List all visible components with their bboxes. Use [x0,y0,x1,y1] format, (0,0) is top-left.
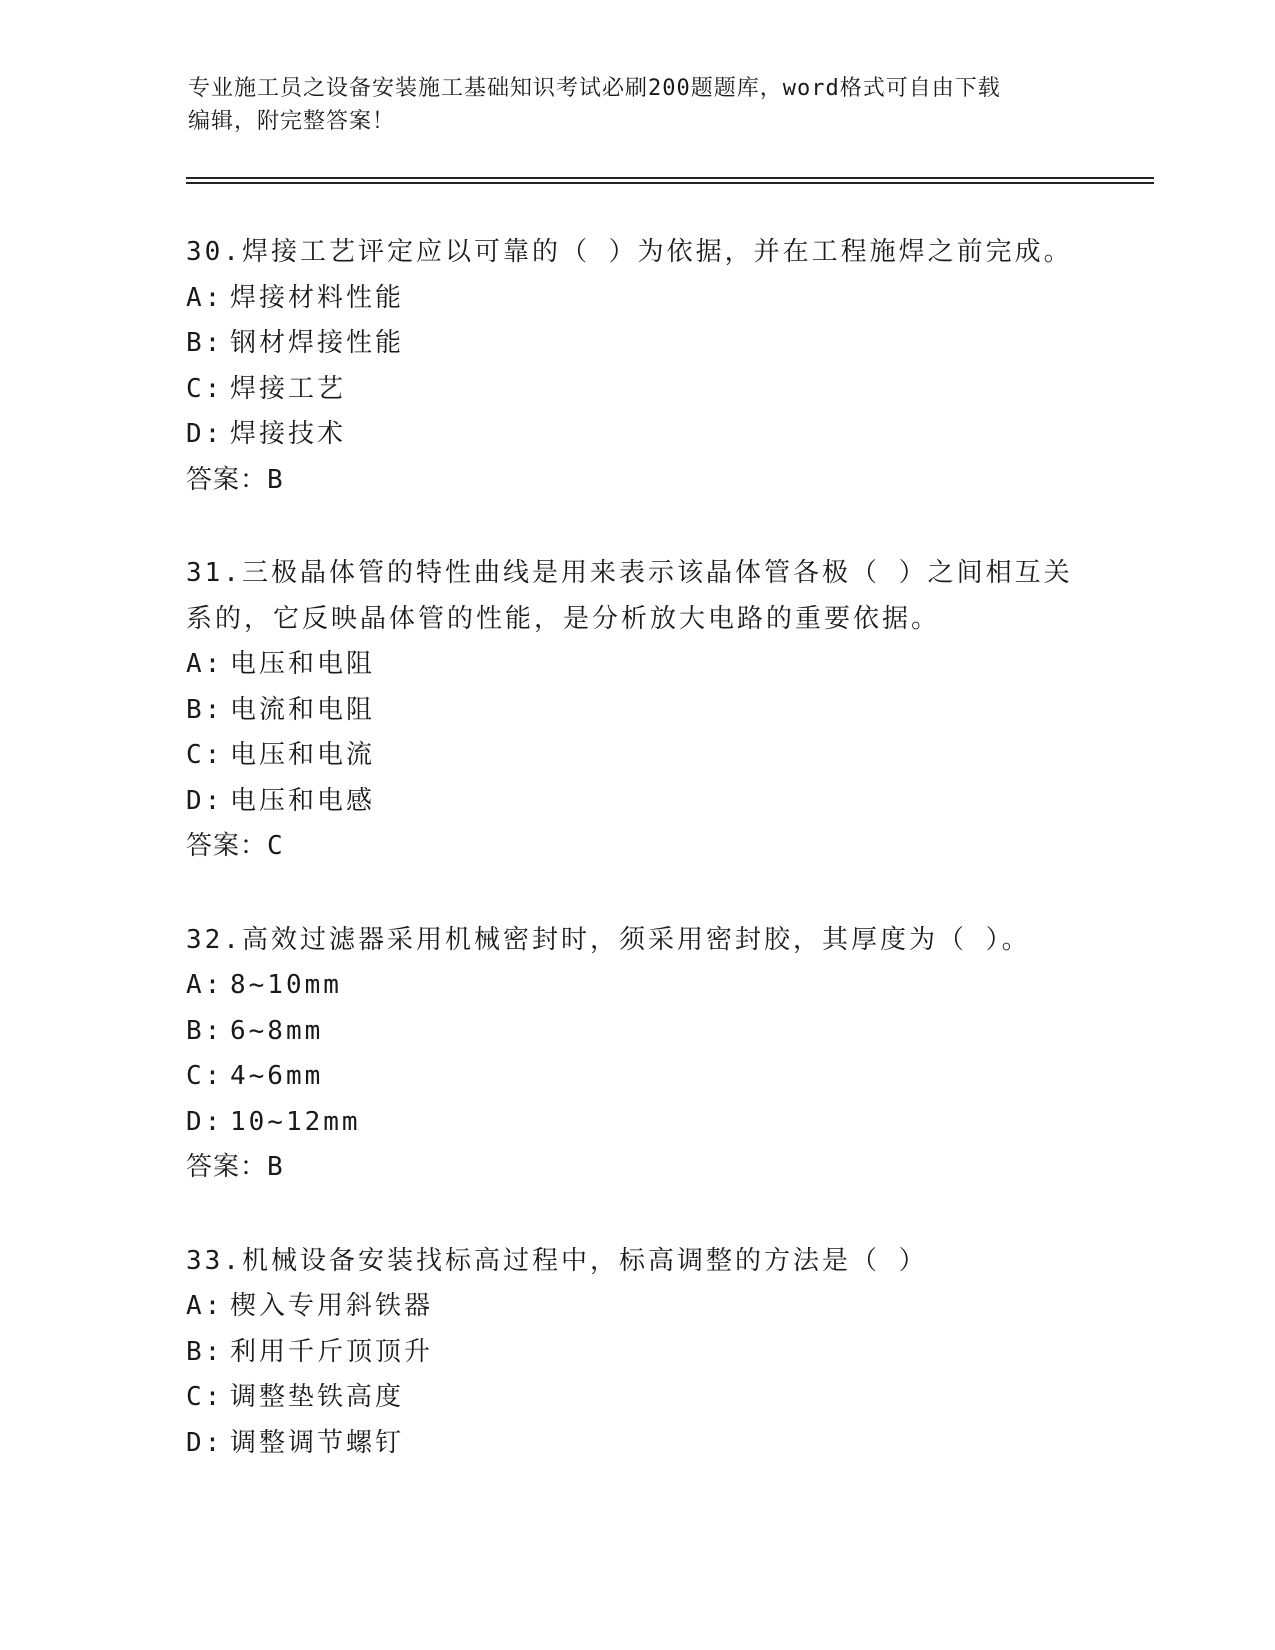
question-32 [186,918,1086,1191]
option-c [186,367,1086,413]
option-text: 电流和电阻 [230,694,376,725]
option-letter: B: [186,1336,224,1367]
option-d [186,1421,1086,1467]
option-text: 电压和电感 [230,785,376,816]
option-text: 调整垫铁高度 [230,1382,405,1412]
option-d [186,412,1086,458]
question-33 [186,1239,1086,1467]
option-text: 焊接工艺 [230,373,347,404]
header-divider-top [186,177,1154,179]
option-letter: D: [186,785,224,816]
option-b [186,1330,1086,1376]
option-c [186,1375,1086,1421]
option-text: 钢材焊接性能 [230,328,405,358]
option-letter: D: [186,1106,224,1137]
option-text: 4~6mm [230,1061,324,1091]
question-stem: 30.焊接工艺评定应以可靠的（ ）为依据，并在工程施焊之前完成。 [186,237,1073,267]
option-text: 调整调节螺钉 [230,1427,405,1458]
option-a [186,642,1086,688]
header-line-1: 专业施工员之设备安装施工基础知识考试必刷200题题库，word格式可自由下载 [188,76,1001,101]
option-text: 焊接材料性能 [230,282,405,313]
option-a [186,1284,1086,1330]
option-b [186,321,1086,367]
option-letter: D: [186,1427,224,1458]
option-text: 8~10mm [230,970,342,1000]
answer-label: 答案：B [186,464,284,495]
answer-label: 答案：B [186,1152,284,1182]
option-c [186,733,1086,779]
option-text: 6~8mm [230,1015,324,1046]
option-d [186,779,1086,825]
option-letter: B: [186,1015,224,1046]
option-letter: A: [186,649,224,679]
option-letter: B: [186,694,224,725]
option-letter: C: [186,373,224,404]
question-list [186,230,1086,1514]
option-letter: C: [186,1382,224,1412]
document-header [188,72,1088,138]
option-letter: A: [186,1291,224,1321]
question-stem: 32.高效过滤器采用机械密封时，须采用密封胶，其厚度为（ ）。 [186,924,1031,955]
question-stem: 31.三极晶体管的特性曲线是用来表示该晶体管各极（ ）之间相互关系的，它反映晶体管的性能，是分析放大电路的重要依据。 [186,558,1073,634]
question-stem: 33.机械设备安装找标高过程中，标高调整的方法是（ ） [186,1245,928,1276]
option-text: 电压和电流 [230,740,376,770]
option-text: 焊接技术 [230,419,347,449]
option-c [186,1054,1086,1100]
option-d [186,1100,1086,1146]
option-text: 楔入专用斜铁器 [230,1291,434,1321]
option-letter: B: [186,328,224,358]
option-a [186,276,1086,322]
option-letter: C: [186,1061,224,1091]
option-text: 利用千斤顶顶升 [230,1336,434,1367]
header-line-2: 编辑，附完整答案！ [188,109,396,134]
option-letter: A: [186,282,224,313]
question-31 [186,551,1086,870]
option-letter: D: [186,419,224,449]
option-a [186,963,1086,1009]
option-letter: A: [186,970,224,1000]
header-divider-bottom [186,182,1154,184]
option-letter: C: [186,740,224,770]
option-b [186,688,1086,734]
option-text: 10~12mm [230,1106,361,1137]
answer-label: 答案：C [186,831,284,861]
question-30 [186,230,1086,503]
option-text: 电压和电阻 [230,649,376,679]
option-b [186,1009,1086,1055]
